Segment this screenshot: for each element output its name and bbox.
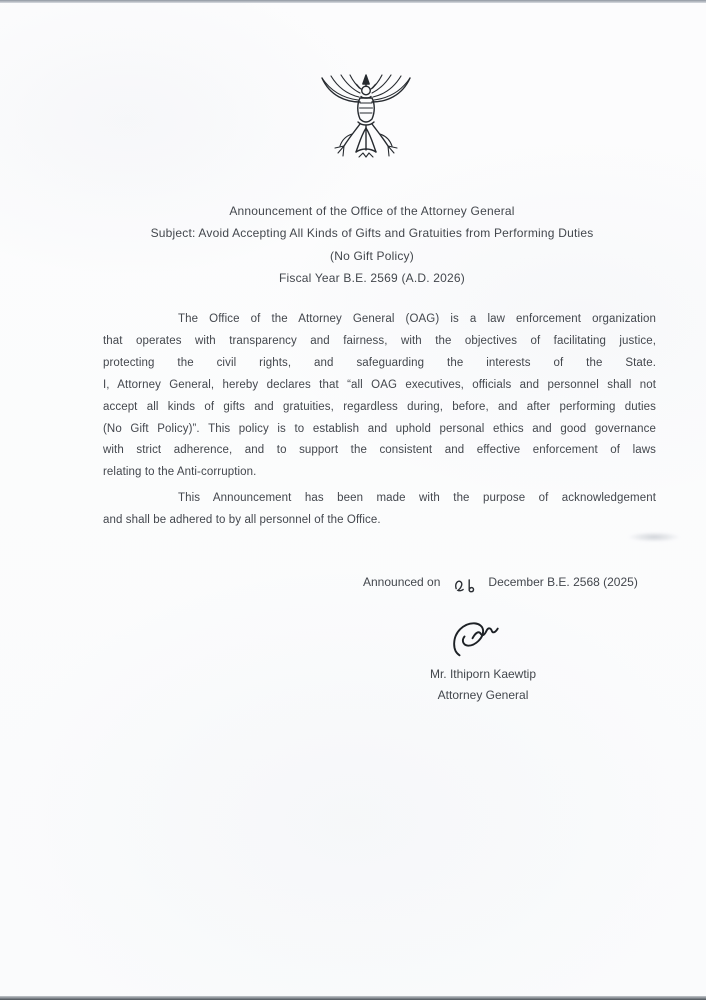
paragraph-line: The Office of the Attorney General (OAG) is a law enforcement organization — [178, 313, 656, 325]
date-suffix: December B.E. 2568 (2025) — [488, 575, 638, 589]
paragraph-line: accept all kinds of gifts and gratuities, regardless during, before, and after performing duties — [103, 400, 656, 413]
heading-subject: Subject: Avoid Accepting All Kinds of Gifts and Gratuities from Performing Duties — [150, 226, 594, 241]
paragraph-line: and shall be adhered to by all personnel of the Office. — [103, 513, 381, 526]
paragraph-line: relating to the Anti-corruption. — [103, 466, 257, 479]
signer-name: Mr. Ithiporn Kaewtip — [429, 667, 537, 681]
signer-title: Attorney General — [437, 688, 529, 702]
date-prefix: Announced on — [363, 575, 441, 589]
handwritten-day — [451, 577, 477, 595]
paragraph-1 — [103, 309, 656, 484]
signature-block — [352, 614, 614, 706]
paragraph-line: protecting the civil rights, and safeguarding the interests of the State. — [103, 356, 656, 369]
scan-edge-bottom — [0, 996, 706, 1000]
signature-icon — [352, 614, 614, 658]
heading-fiscal-year: Fiscal Year B.E. 2569 (A.D. 2026) — [278, 271, 466, 286]
scan-smudge — [628, 532, 680, 542]
paragraph-line: I, Attorney General, hereby declares that “all OAG executives, officials and personnel shall not — [103, 378, 656, 391]
heading-title: Announcement of the Office of the Attorney General — [229, 204, 515, 218]
heading-policy: (No Gift Policy) — [330, 248, 414, 263]
announcement-date-line — [363, 575, 638, 593]
garuda-emblem-icon — [316, 72, 416, 176]
paragraph-2 — [103, 488, 656, 532]
paragraph-line: with strict adherence, and to support the consistent and effective enforcement of laws — [103, 444, 656, 457]
scan-edge-top — [0, 0, 706, 3]
document-heading — [19, 200, 706, 290]
paragraph-line: This Announcement has been made with the purpose of acknowledgement — [178, 492, 656, 504]
paragraph-line: (No Gift Policy)”. This policy is to establish and uphold personal ethics and good governance — [103, 422, 656, 435]
paragraph-line: that operates with transparency and fairness, with the objectives of facilitating justice, — [103, 334, 656, 347]
